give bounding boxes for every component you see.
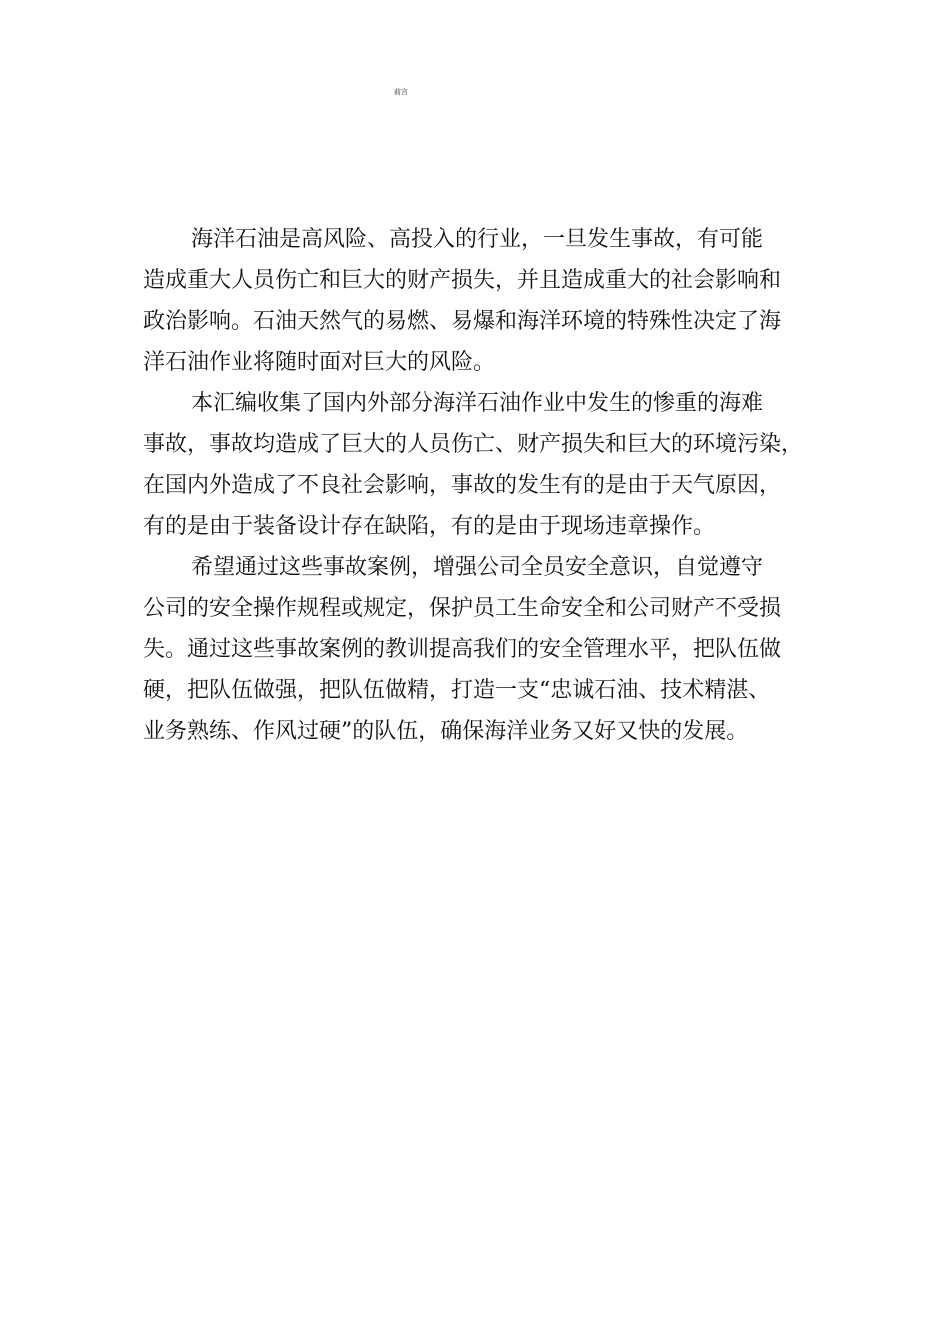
text-line: 有的是由于装备设计存在缺陷，有的是由于现场违章操作。 — [143, 514, 716, 539]
paragraph-2 — [143, 383, 823, 547]
document-body — [143, 219, 823, 752]
page-heading: 前言 — [394, 88, 408, 96]
text-line: 洋石油作业将随时面对巨大的风险。 — [143, 350, 496, 375]
text-line: 在国内外造成了不良社会影响，事故的发生有的是由于天气原因， — [143, 473, 782, 498]
text-line: 硬，把队伍做强，把队伍做精，打造一支“忠诚石油、技术精湛、 — [143, 678, 771, 703]
text-line: 业务熟练、作风过硬”的队伍，确保海洋业务又好又快的发展。 — [143, 719, 749, 744]
paragraph-3 — [143, 547, 823, 752]
text-line: 海洋石油是高风险、高投入的行业，一旦发生事故，有可能 — [191, 227, 764, 252]
text-line: 政治影响。石油天然气的易燃、易爆和海洋环境的特殊性决定了海 — [143, 309, 782, 334]
text-line: 失。通过这些事故案例的教训提高我们的安全管理水平，把队伍做 — [143, 637, 782, 662]
text-line: 本汇编收集了国内外部分海洋石油作业中发生的惨重的海难 — [191, 391, 764, 416]
text-line: 希望通过这些事故案例，增强公司全员安全意识，自觉遵守 — [191, 555, 764, 580]
text-line: 公司的安全操作规程或规定，保护员工生命安全和公司财产不受损 — [143, 596, 782, 621]
paragraph-1 — [143, 219, 823, 383]
text-line: 事故，事故均造成了巨大的人员伤亡、财产损失和巨大的环境污染， — [143, 432, 804, 457]
text-line: 造成重大人员伤亡和巨大的财产损失，并且造成重大的社会影响和 — [143, 268, 782, 293]
